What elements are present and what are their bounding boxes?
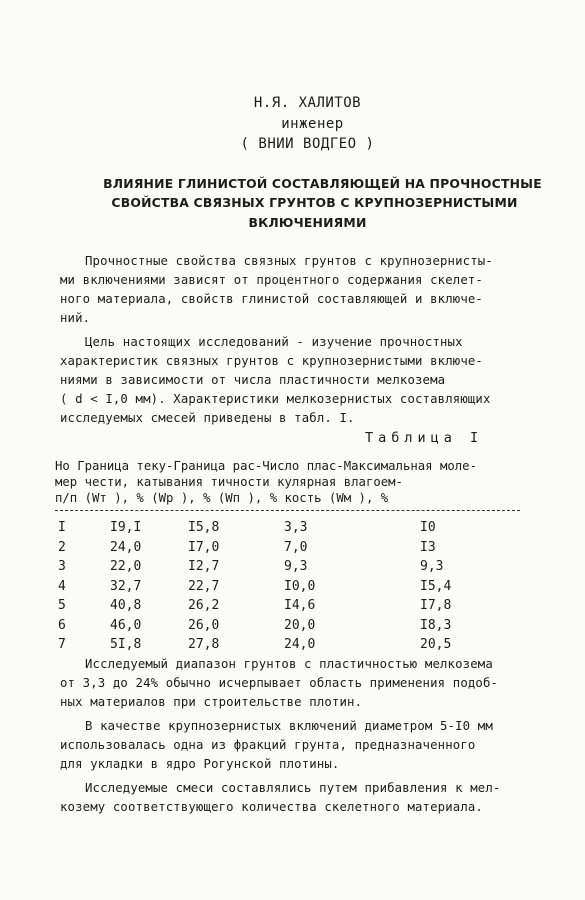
paragraph-line: Цель настоящих исследований - изучение прочностных xyxy=(85,335,463,349)
table-header-row: мер чести, катывания тичности кулярная влагоем- xyxy=(55,475,403,489)
table-cell-plastic-limit-value: I5,8 xyxy=(188,520,220,535)
table-cell-plastic-limit-value: 26,0 xyxy=(188,617,220,633)
table-header-row: Но Граница теку-Граница рас-Число плас-Максимальная моле- xyxy=(55,459,477,473)
table-divider xyxy=(55,510,520,511)
table-cell-liquid-limit-value: 32,7 xyxy=(110,578,142,594)
table-cell-liquid-limit-value: 24,0 xyxy=(110,539,142,555)
table-cell-liquid-limit-value: 40,8 xyxy=(110,598,142,613)
table-cell-plastic-limit-value: 27,8 xyxy=(188,637,220,652)
table-cell-plasticity-index-value: 24,0 xyxy=(284,637,316,652)
table-cell-plastic-limit-value: I2,7 xyxy=(188,559,220,574)
table-cell-moisture-capacity-value: I5,4 xyxy=(420,578,452,594)
table-cell-moisture-capacity-value: I7,8 xyxy=(420,598,452,613)
article-title-line-3: ВКЛЮЧЕНИЯМИ xyxy=(248,215,367,230)
table-cell-row-number: 5 xyxy=(58,598,66,613)
table-header-row: п/п (Wт ), % (Wр ), % (Wп ), % кость (Wм ), % xyxy=(55,491,389,505)
table-cell-moisture-capacity-value: I3 xyxy=(420,539,436,555)
paragraph-line: характеристик связных грунтов с крупнозернистыми включе- xyxy=(60,354,483,368)
author-organization: ( ВНИИ ВОДГЕО ) xyxy=(240,136,375,152)
author-position: инженер xyxy=(281,116,344,132)
table-cell-plasticity-index-value: 9,3 xyxy=(284,559,308,574)
table-cell-row-number: 3 xyxy=(58,559,66,574)
table-cell-row-number: 2 xyxy=(58,539,66,555)
table-cell-row-number: 4 xyxy=(58,578,66,594)
table-cell-plasticity-index-value: 20,0 xyxy=(284,617,316,633)
paragraph-line: Исследуемый диапазон грунтов с пластичностью мелкозема xyxy=(85,657,493,671)
paragraph-line: Исследуемые смеси составлялись путем прибавления к мел- xyxy=(85,781,501,795)
table-cell-plasticity-index-value: I0,0 xyxy=(284,578,316,594)
table-cell-liquid-limit-value: I9,I xyxy=(110,520,142,535)
table-cell-moisture-capacity-value: I0 xyxy=(420,520,436,535)
table-caption: Таблица I xyxy=(365,430,484,446)
paragraph-line: исследуемых смесей приведены в табл. I. xyxy=(60,411,355,425)
table-cell-plastic-limit-value: 26,2 xyxy=(188,598,220,613)
table-cell-plasticity-index-value: 3,3 xyxy=(284,520,308,535)
table-cell-row-number: 7 xyxy=(58,637,66,652)
paragraph-line: использовалась одна из фракций грунта, предназначенного xyxy=(60,738,476,752)
paragraph-line: ных материалов при строительстве плотин. xyxy=(60,695,363,709)
paragraph-line: ного материала, свойств глинистой составляющей и включе- xyxy=(60,292,483,306)
paragraph-line: от 3,3 до 24% обычно исчерпывает область применения подоб- xyxy=(60,676,499,690)
table-cell-row-number: I xyxy=(58,520,66,535)
table-cell-plasticity-index-value: I4,6 xyxy=(284,598,316,613)
paragraph-line: ми включениями зависят от процентного содержания скелет- xyxy=(60,273,483,287)
paragraph-line: ( d < I,0 мм). Характеристики мелкозернистых составляющих xyxy=(60,392,491,406)
paragraph-line: Прочностные свойства связных грунтов с крупнозернисты- xyxy=(85,254,493,268)
author-name: Н.Я. ХАЛИТОВ xyxy=(253,95,362,111)
paragraph-line: ниями в зависимости от числа пластичности мелкозема xyxy=(60,373,446,387)
paragraph-line: ний. xyxy=(60,311,91,325)
table-cell-liquid-limit-value: 46,0 xyxy=(110,617,142,633)
table-cell-plastic-limit-value: I7,0 xyxy=(188,539,220,555)
table-cell-plasticity-index-value: 7,0 xyxy=(284,539,308,555)
article-title-line-1: ВЛИЯНИЕ ГЛИНИСТОЙ СОСТАВЛЯЮЩЕЙ НА ПРОЧНОСТНЫЕ xyxy=(103,176,542,191)
table-cell-liquid-limit-value: 5I,8 xyxy=(110,637,142,652)
paragraph-line: козему соответствующего количества скелетного материала. xyxy=(60,800,483,814)
paragraph-line: В качестве крупнозернистых включений диаметром 5-I0 мм xyxy=(85,719,493,733)
table-cell-moisture-capacity-value: I8,3 xyxy=(420,617,452,633)
table-cell-row-number: 6 xyxy=(58,617,66,633)
paragraph-line: для укладки в ядро Рогунской плотины. xyxy=(60,757,340,771)
table-cell-plastic-limit-value: 22,7 xyxy=(188,578,220,594)
table-cell-liquid-limit-value: 22,0 xyxy=(110,559,142,574)
table-cell-moisture-capacity-value: 9,3 xyxy=(420,559,444,574)
table-cell-moisture-capacity-value: 20,5 xyxy=(420,637,452,652)
article-title-line-2: СВОЙСТВА СВЯЗНЫХ ГРУНТОВ С КРУПНОЗЕРНИСТЫМИ xyxy=(111,195,518,210)
